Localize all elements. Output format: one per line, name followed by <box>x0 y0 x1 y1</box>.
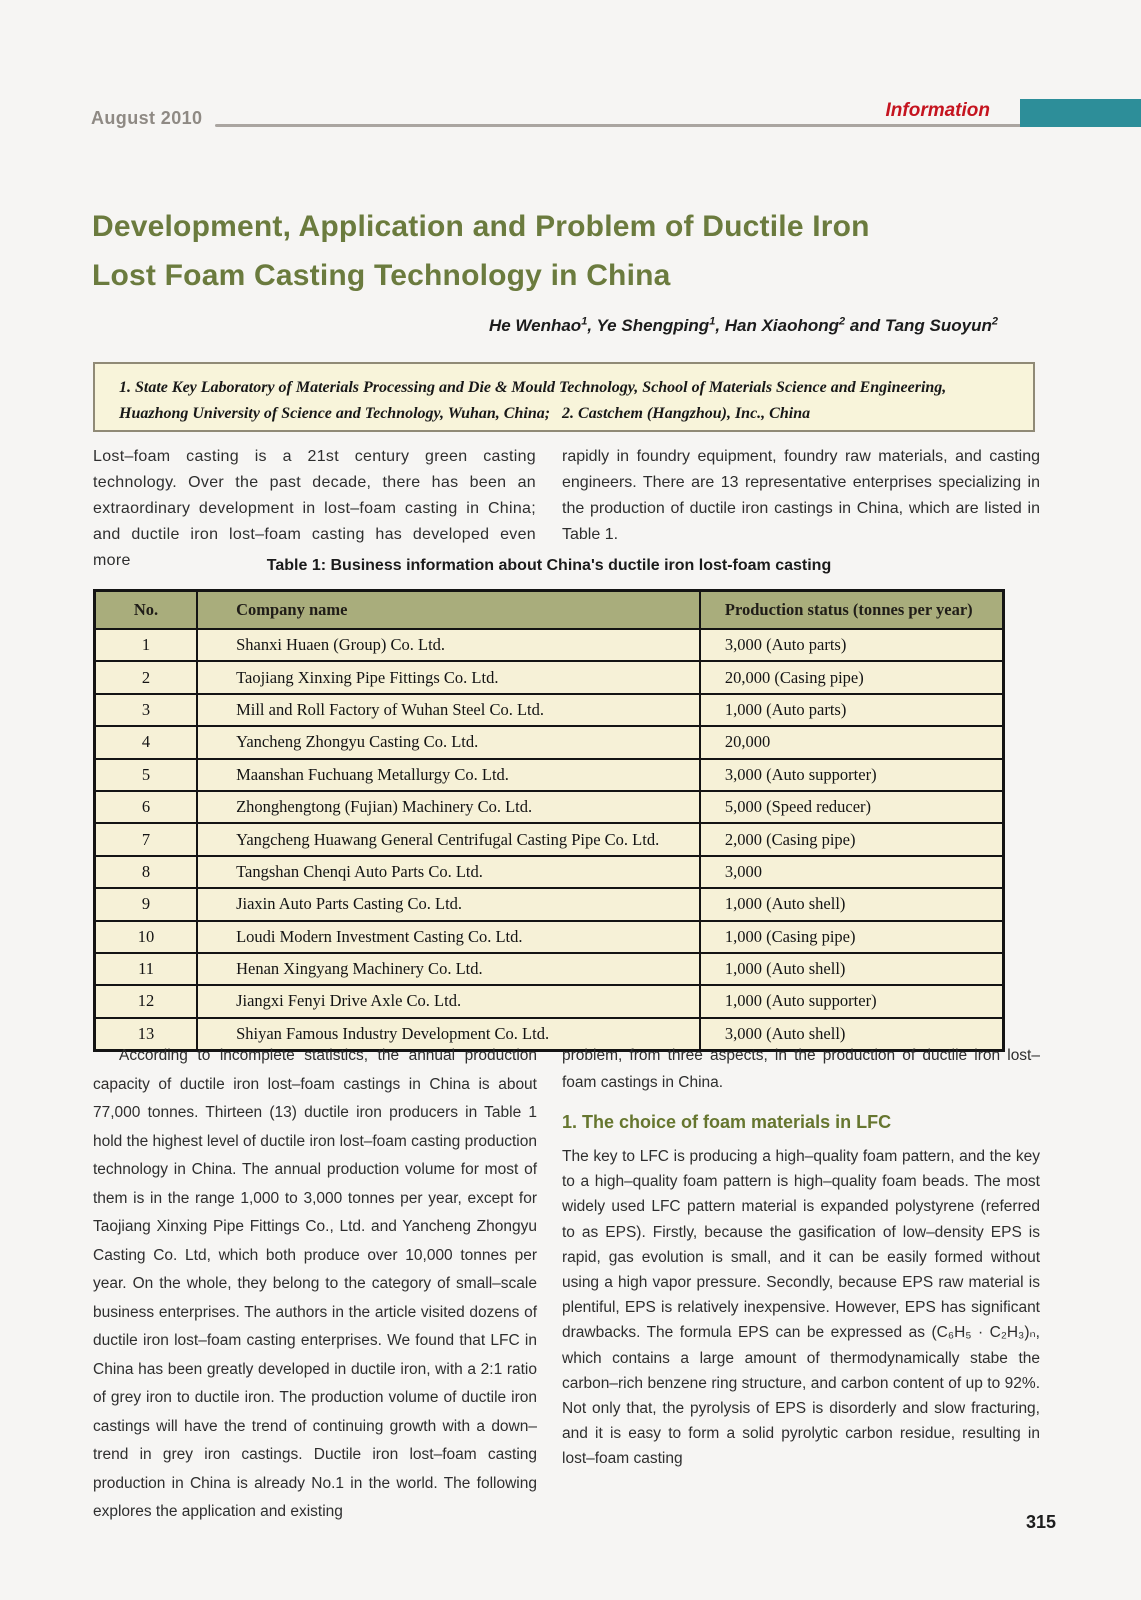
author <box>489 316 587 335</box>
table-row <box>95 856 1004 888</box>
table-row <box>95 823 1004 855</box>
production-status: 20,000 (Casing pipe) <box>700 661 1004 693</box>
author <box>715 316 845 335</box>
article-title-line2: Lost Foam Casting Technology in China <box>92 259 671 292</box>
production-status: 1,000 (Auto shell) <box>700 888 1004 920</box>
row-number: 2 <box>95 661 198 693</box>
company-name: Yancheng Zhongyu Casting Co. Ltd. <box>197 726 700 758</box>
row-number: 5 <box>95 759 198 791</box>
author-affiliation-marker: 1 <box>581 315 588 328</box>
body-paragraph-text: The key to LFC is producing a high–quality foam pattern, and the key to a high–quality foam pattern is high–quality foam beads. The most widely used LFC pattern material is expanded polystyrene (referred to as EPS). Firstly, because the gasification of low–density EPS is rapid, gas evolution is small, and it can be easily formed without using a high vapor pressure. Secondly, because EPS raw material is plentiful, EPS is relatively inexpensive. However, EPS has significant drawbacks. The formula EPS can be expressed as (C₆H₅ · C₂H₃)ₙ, which contains a large amount of thermodynamically stabe the carbon–rich benzene ring structure, and carbon content of up to 92%. Not only that, the pyrolysis of EPS is disorderly and slow fracturing, and it is easy to form a solid pyrolytic carbon residue, resulting in lost–foam casting <box>562 1148 1040 1468</box>
production-status: 3,000 (Auto supporter) <box>700 759 1004 791</box>
table-caption: Table 1: Business information about China's ductile iron lost-foam casting <box>266 557 832 574</box>
body-paragraph-left-column <box>93 1042 537 1527</box>
column-header-company-name: Company name <box>197 591 700 630</box>
affiliation-box: 1. State Key Laboratory of Materials Processing and Die & Mould Technology, School of Materials Science and Engineering, Huazhong University of Science and Technology, Wuhan, China; 2. Castchem (Hangzhou), Inc., China <box>93 362 1035 432</box>
table-row <box>95 661 1004 693</box>
article-title <box>92 202 1022 300</box>
row-number: 7 <box>95 823 198 855</box>
table-row <box>95 791 1004 823</box>
company-name: Shanxi Huaen (Group) Co. Ltd. <box>197 629 700 661</box>
row-number: 10 <box>95 921 198 953</box>
company-name: Henan Xingyang Machinery Co. Ltd. <box>197 953 700 985</box>
production-status: 2,000 (Casing pipe) <box>700 823 1004 855</box>
row-number: 13 <box>95 1018 198 1051</box>
row-number: 8 <box>95 856 198 888</box>
section-label: Information <box>885 100 990 121</box>
intro-paragraph-left-column: Lost–foam casting is a 21st century green casting technology. Over the past decade, there has been an extraordinary development in lost–foam casting in China; and ductile iron lost–foam casting has developed even more <box>93 448 536 569</box>
article-title-line1: Development, Application and Problem of Ductile Iron <box>92 210 870 243</box>
column-header-no: No. <box>95 591 198 630</box>
company-name: Yangcheng Huawang General Centrifugal Casting Pipe Co. Ltd. <box>197 823 700 855</box>
body-paragraph-text: problem, from three aspects, in the production of ductile iron lost–foam castings in China. <box>562 1047 1040 1091</box>
row-number: 1 <box>95 629 198 661</box>
company-name: Jiangxi Fenyi Drive Axle Co. Ltd. <box>197 985 700 1017</box>
company-name: Loudi Modern Investment Casting Co. Ltd. <box>197 921 700 953</box>
author-name: , Han Xiaohong <box>715 316 840 335</box>
production-status: 3,000 (Auto shell) <box>700 1018 1004 1051</box>
table-row <box>95 888 1004 920</box>
table-row <box>95 953 1004 985</box>
production-status: 1,000 (Casing pipe) <box>700 921 1004 953</box>
business-information-table <box>93 589 1005 1052</box>
table-header-row <box>95 591 1004 630</box>
company-name: Maanshan Fuchuang Metallurgy Co. Ltd. <box>197 759 700 791</box>
header-rule <box>215 124 1138 127</box>
row-number: 11 <box>95 953 198 985</box>
column-header-production-status: Production status (tonnes per year) <box>700 591 1004 630</box>
company-name: Taojiang Xinxing Pipe Fittings Co. Ltd. <box>197 661 700 693</box>
table-row <box>95 985 1004 1017</box>
table-row <box>95 759 1004 791</box>
company-name: Mill and Roll Factory of Wuhan Steel Co. Ltd. <box>197 694 700 726</box>
row-number: 12 <box>95 985 198 1017</box>
row-number: 9 <box>95 888 198 920</box>
author-name: He Wenhao <box>488 316 582 335</box>
production-status: 1,000 (Auto supporter) <box>700 985 1004 1017</box>
author-name: and Tang Suoyun <box>845 316 992 335</box>
row-number: 6 <box>95 791 198 823</box>
table-row <box>95 726 1004 758</box>
production-status: 1,000 (Auto shell) <box>700 953 1004 985</box>
issue-date: August 2010 <box>91 108 203 128</box>
row-number: 3 <box>95 694 198 726</box>
author-affiliation-marker: 2 <box>839 315 846 328</box>
production-status: 1,000 (Auto parts) <box>700 694 1004 726</box>
production-status: 3,000 (Auto parts) <box>700 629 1004 661</box>
intro-paragraph-right-column: rapidly in foundry equipment, foundry raw materials, and casting engineers. There are 13 representative enterprises specializing in the production of ductile iron castings in China, which are listed in Table 1. <box>562 448 1040 543</box>
author-affiliation-marker: 1 <box>709 315 716 328</box>
company-name: Jiaxin Auto Parts Casting Co. Ltd. <box>197 888 700 920</box>
author <box>845 316 998 335</box>
body-right-column <box>562 1042 1040 1472</box>
table-row <box>95 921 1004 953</box>
company-name: Zhonghengtong (Fujian) Machinery Co. Ltd. <box>197 791 700 823</box>
author-affiliation-marker: 2 <box>991 315 998 328</box>
page-number: 315 <box>1025 1512 1056 1532</box>
authors-line <box>93 316 998 336</box>
section-accent-bar <box>1020 99 1141 127</box>
row-number: 4 <box>95 726 198 758</box>
author <box>587 316 715 335</box>
company-name: Tangshan Chenqi Auto Parts Co. Ltd. <box>197 856 700 888</box>
production-status: 20,000 <box>700 726 1004 758</box>
table-row <box>95 694 1004 726</box>
production-status: 3,000 <box>700 856 1004 888</box>
table-body <box>95 629 1004 1051</box>
author-name: , Ye Shengping <box>587 316 710 335</box>
production-status: 5,000 (Speed reducer) <box>700 791 1004 823</box>
table-row <box>95 629 1004 661</box>
body-paragraph-text: According to incomplete statistics, the annual production capacity of ductile iron lost–foam castings in China is about 77,000 tonnes. Thirteen (13) ductile iron producers in Table 1 hold the highest level of ductile iron lost–foam casting production technology in China. The annual production volume for most of them is in the range 1,000 to 3,000 tonnes per year, except for Taojiang Xinxing Pipe Fittings Co., Ltd. and Yancheng Zhongyu Casting Co. Ltd, which both produce over 10,000 tonnes per year. On the whole, they belong to the category of small–scale business enterprises. The authors in the article visited dozens of ductile iron lost–foam casting enterprises. We found that LFC in China has been greatly developed in ductile iron, with a 2:1 ratio of grey iron to ductile iron. The production volume of ductile iron castings will have the trend of continuing growth with a down–trend in grey iron castings. Ductile iron lost–foam casting production in China is already No.1 in the world. The following explores the application and existing <box>93 1047 537 1520</box>
section-1-heading: 1. The choice of foam materials in LFC <box>562 1112 892 1132</box>
company-name: Shiyan Famous Industry Development Co. Ltd. <box>197 1018 700 1051</box>
table-header <box>95 591 1004 630</box>
